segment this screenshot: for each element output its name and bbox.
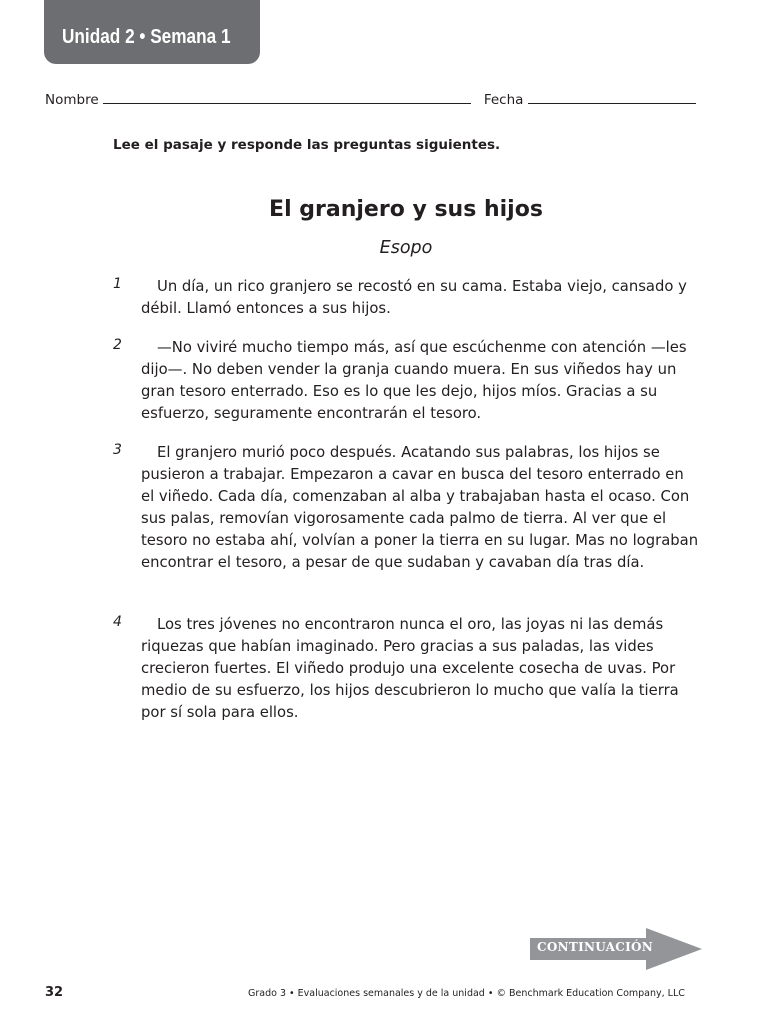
unit-week-tab [44,0,260,64]
name-field[interactable] [103,90,471,104]
name-date-line [45,90,696,108]
paragraph-text: —No viviré mucho tiempo más, así que escúchenme con atención —les dijo—. No deben vender la granja cuando muera. En sus viñedos hay un gran tesoro enterrado. Eso es lo que les dejo, hijos míos. Gracias a su esfuerzo, seguramente encontrarán el tesoro. [141,339,687,422]
paragraph-text: El granjero murió poco después. Acatando sus palabras, los hijos se pusieron a trabajar. Empezaron a cavar en busca del tesoro enterrado en el viñedo. Cada día, comenzaban al alba y trabajaban hasta el ocaso. Con sus palas, removían vigorosamente cada palmo de tierra. Al ver que el tesoro no estaba ahí, volvían a poner la tierra en su lugar. Mas no lograban encontrar el tesoro, a pesar de que sudaban y cavaban día tras día. [141,444,699,571]
paragraph-number: 3 [113,442,122,458]
unit-week-label: Unidad 2 • Semana 1 [62,26,231,48]
footer-credit: Grado 3 • Evaluaciones semanales y de la unidad • © Benchmark Education Company, LLC [248,988,685,999]
paragraph-text: Un día, un rico granjero se recostó en su cama. Estaba viejo, cansado y débil. Llamó entonces a sus hijos. [141,278,687,317]
passage-author: Esopo [379,238,433,258]
name-label: Nombre [45,92,99,108]
passage-title: El granjero y sus hijos [269,197,543,222]
paragraph-text: Los tres jóvenes no encontraron nunca el oro, las joyas ni las demás riquezas que habían imaginado. Pero gracias a sus paladas, las vides crecieron fuertes. El viñedo produjo una excelente cosecha de uvas. Por medio de su esfuerzo, los hijos descubrieron lo mucho que valía la tierra por sí sola para ellos. [141,616,679,721]
page-number: 32 [45,985,64,1000]
date-field[interactable] [528,90,696,104]
paragraph-number: 2 [113,337,122,353]
instructions: Lee el pasaje y responde las preguntas siguientes. [113,137,501,153]
paragraph-number: 4 [113,614,122,630]
date-label: Fecha [483,92,524,108]
continue-indicator [530,928,702,970]
continue-label: CONTINUACIÓN [537,940,654,954]
paragraph-number: 1 [113,276,122,292]
